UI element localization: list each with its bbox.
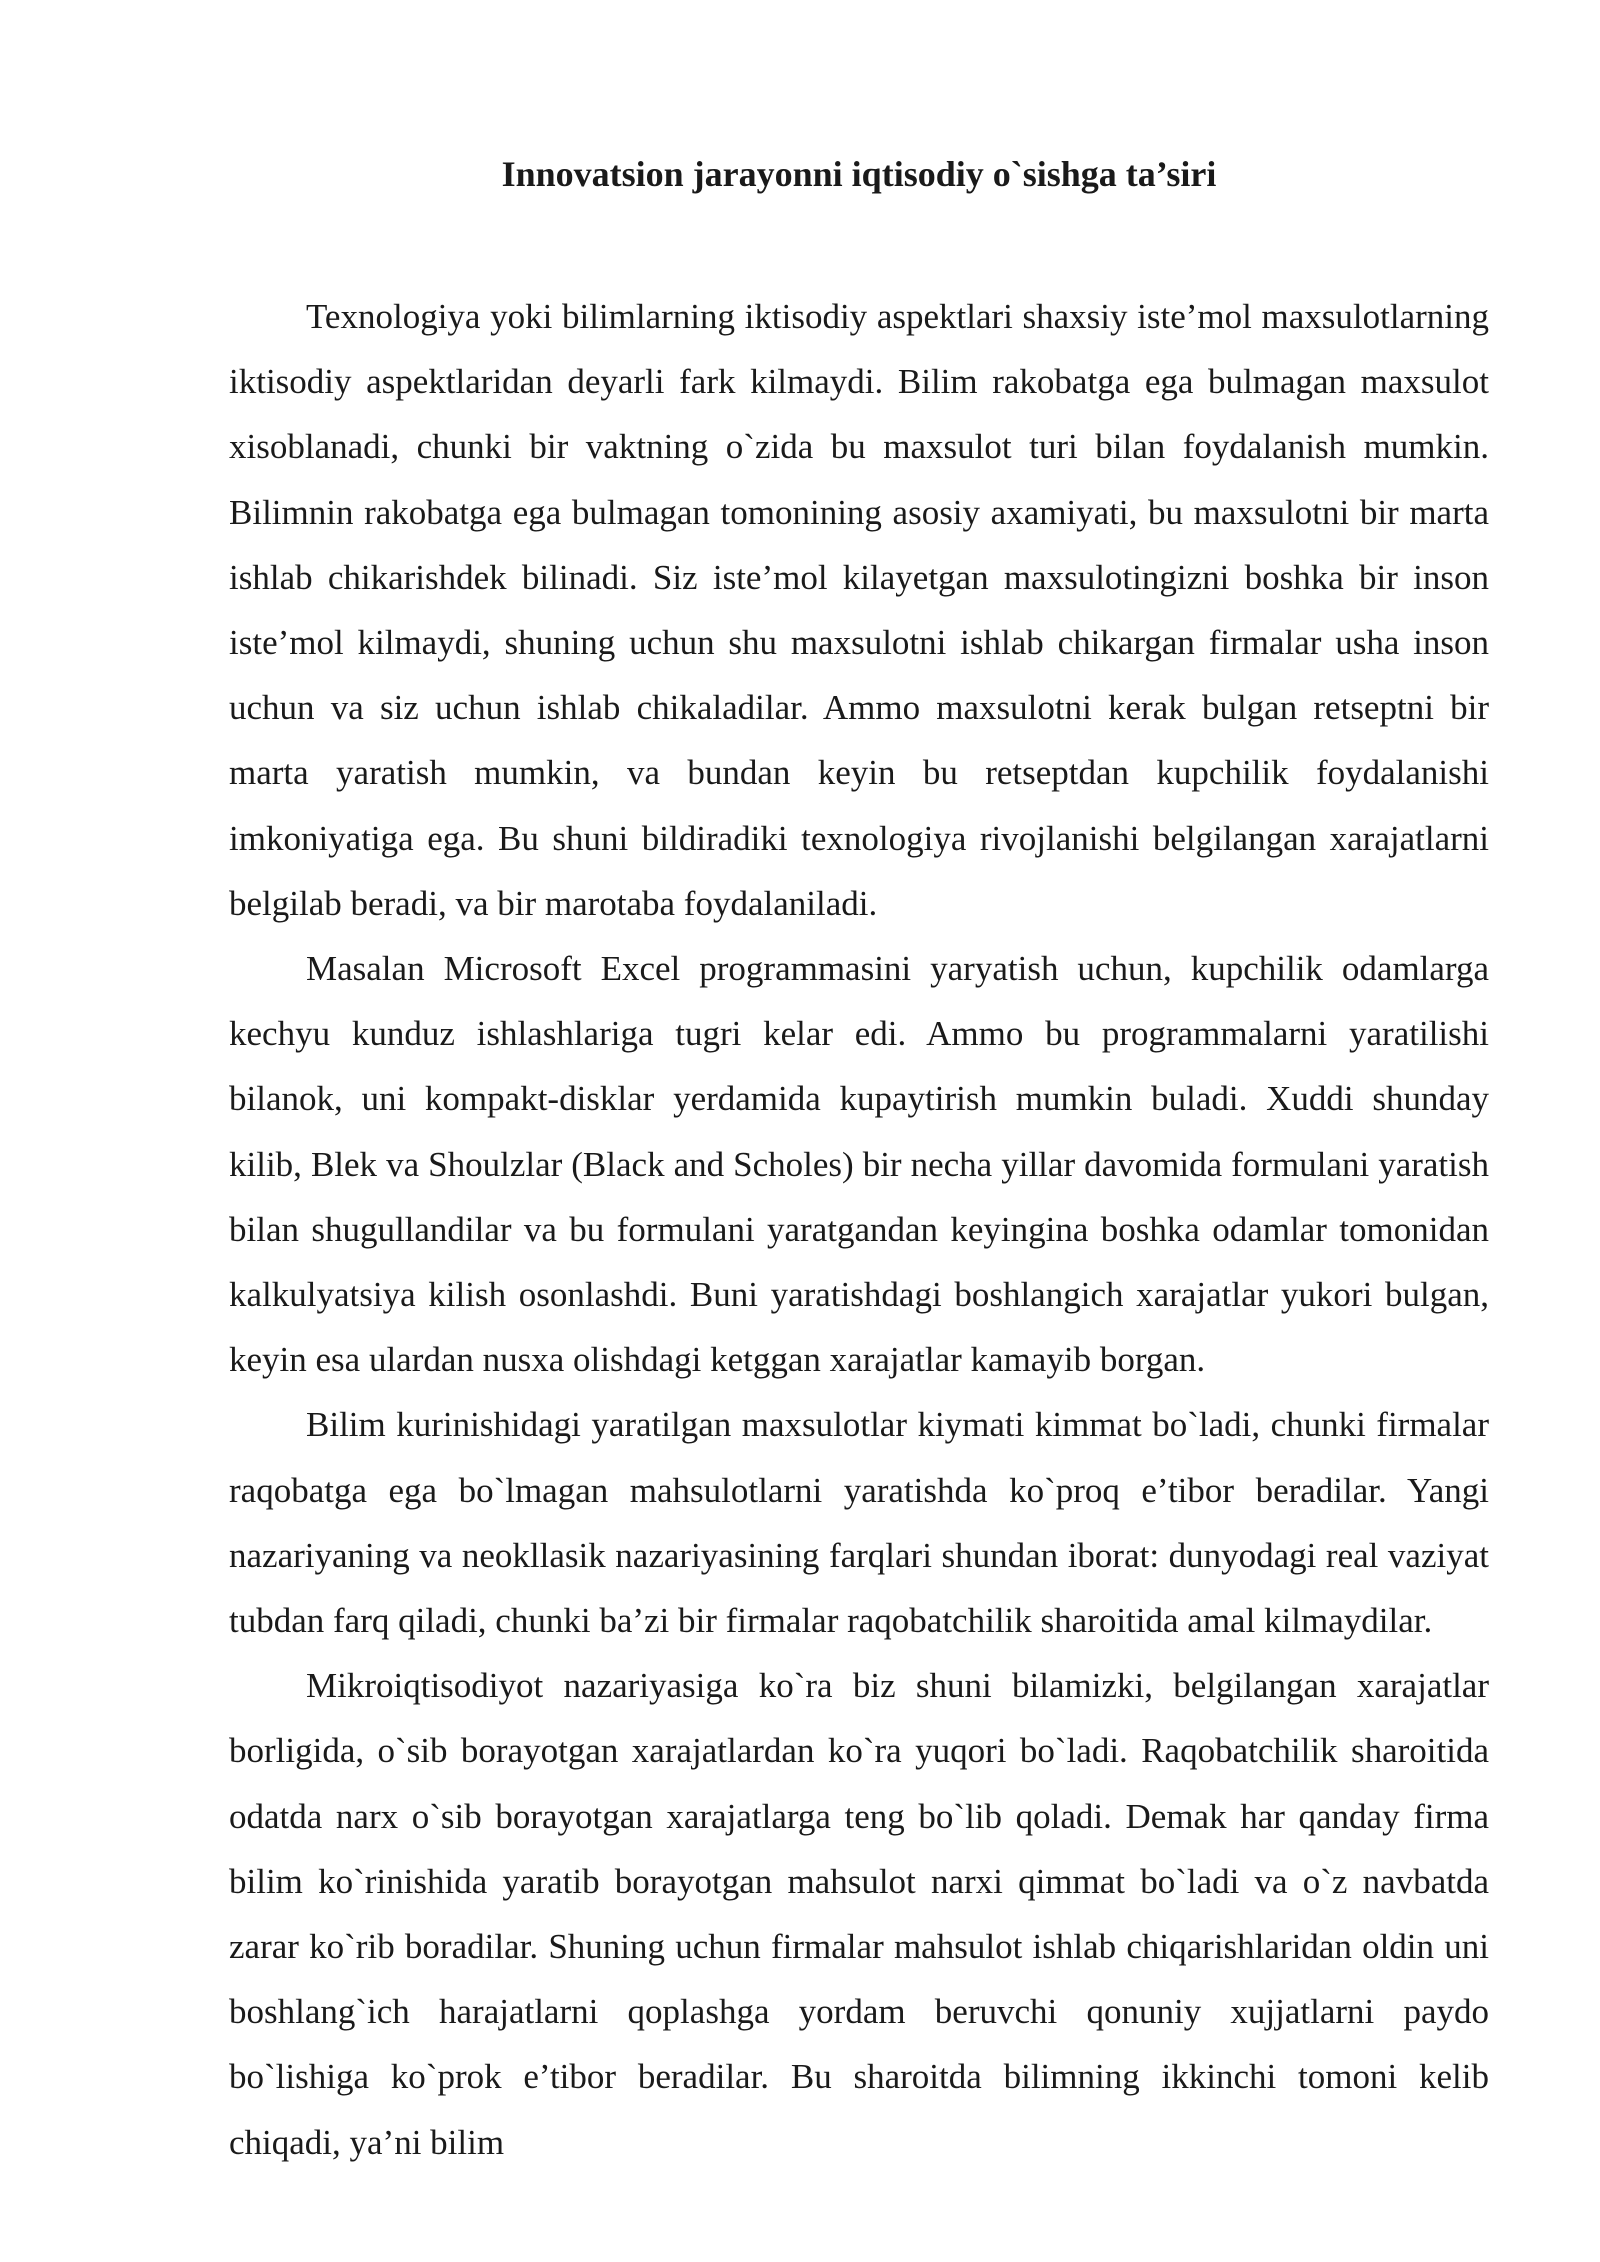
paragraph-1: Texnologiya yoki bilimlarning iktisodiy aspektlari shaxsiy iste’mol maxsulotlarning iktisodiy aspektlaridan deyarli fark kilmaydi. Bilim rakobatga ega bulmagan maxsulot xisoblanadi, chunki bir vaktning o`zida bu maxsulot turi bilan foydalanish mumkin. Bilimnin rakobatga ega bulmagan tomonining asosiy axamiyati, bu maxsulotni bir marta ishlab chikarishdek bilinadi. Siz iste’mol kilayetgan maxsulotingizni boshka bir inson iste’mol kilmaydi, shuning uchun shu maxsulotni ishlab chikargan firmalar usha inson uchun va siz uchun ishlab chikaladilar. Ammo maxsulotni kerak bulgan retseptni bir marta yaratish mumkin, va bundan keyin bu retseptdan kupchilik foydalanishi imkoniyatiga ega. Bu shuni bildiradiki texnologiya rivojlanishi belgilangan xarajatlarni belgilab beradi, va bir marotaba foydalaniladi.: [229, 297, 1489, 923]
paragraph-4: Mikroiqtisodiyot nazariyasiga ko`ra biz shuni bilamizki, belgilangan xarajatlar borligida, o`sib borayotgan xarajatlardan ko`ra yuqori bo`ladi. Raqobatchilik sharoitida odatda narx o`sib borayotgan xarajatlarga teng bo`lib qoladi. Demak har qanday firma bilim ko`rinishida yaratib borayotgan mahsulot narxi qimmat bo`ladi va o`z navbatda zarar ko`rib boradilar. Shuning uchun firmalar mahsulot ishlab chiqarishlaridan oldin uni boshlang`ich harajatlarni qoplashga yordam beruvchi qonuniy xujjatlarni paydo bo`lishiga ko`prok e’tibor beradilar. Bu sharoitda bilimning ikkinchi tomoni kelib chiqadi, ya’ni bilim: [229, 1666, 1489, 2162]
document-body: [229, 284, 1489, 2175]
paragraph-2: Masalan Microsoft Excel programmasini yaryatish uchun, kupchilik odamlarga kechyu kunduz ishlashlariga tugri kelar edi. Ammo bu programmalarni yaratilishi bilanok, uni kompakt-disklar yerdamida kupaytirish mumkin buladi. Xuddi shunday kilib, Blek va Shoulzlar (Black and Scholes) bir necha yillar davomida formulani yaratish bilan shugullandilar va bu formulani yaratgandan keyingina boshka odamlar tomonidan kalkulyatsiya kilish osonlashdi. Buni yaratishdagi boshlangich xarajatlar yukori bulgan, keyin esa ulardan nusxa olishdagi ketggan xarajatlar kamayib borgan.: [229, 949, 1489, 1380]
paragraph-3: Bilim kurinishidagi yaratilgan maxsulotlar kiymati kimmat bo`ladi, chunki firmalar raqobatga ega bo`lmagan mahsulotlarni yaratishda ko`proq e’tibor beradilar. Yangi nazariyaning va neokllasik nazariyasining farqlari shundan iborat: dunyodagi real vaziyat tubdan farq qiladi, chunki ba’zi bir firmalar raqobatchilik sharoitida amal kilmaydilar.: [229, 1405, 1489, 1641]
document-title: Innovatsion jarayonni iqtisodiy o`sishga ta’siri: [501, 154, 1217, 194]
